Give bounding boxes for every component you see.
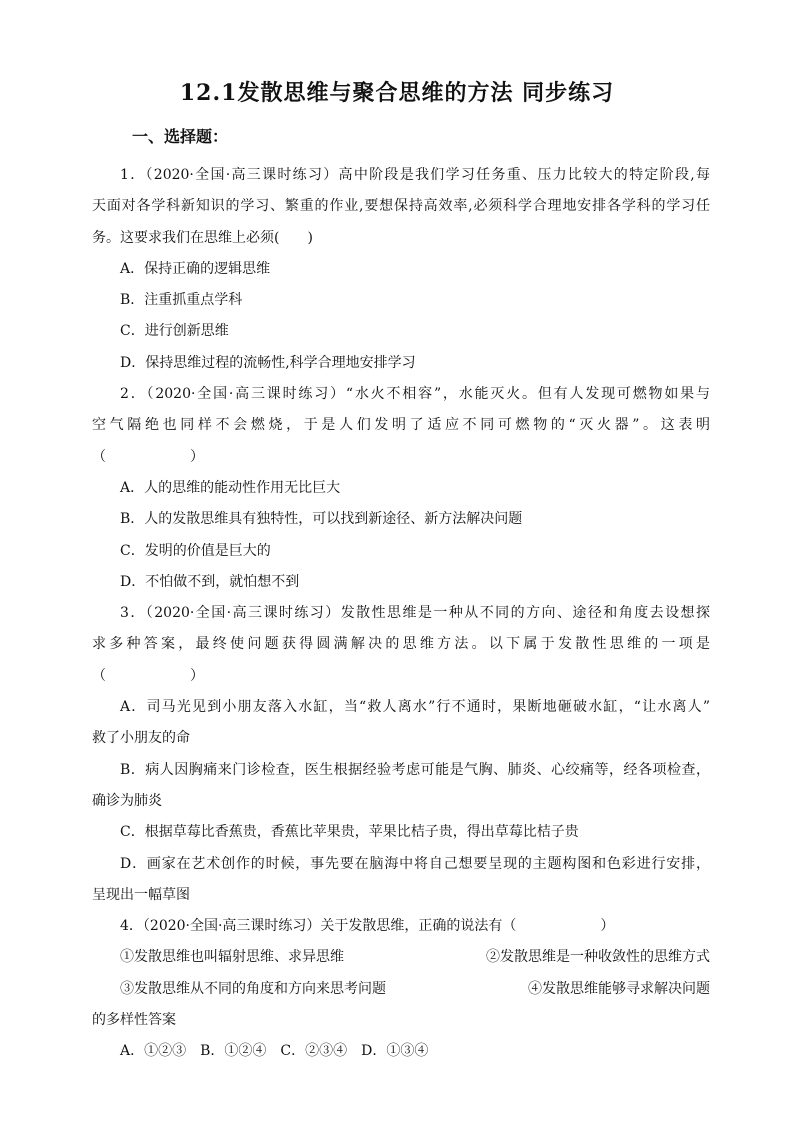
q2-option-b: B．人的发散思维具有独特性，可以找到新途径、新方法解决问题 bbox=[120, 511, 523, 528]
q4-statements-row-2 bbox=[92, 974, 710, 1005]
q2-option-d: D．不怕做不到，就怕想不到 bbox=[120, 573, 300, 590]
q2-option-a: A．人的思维的能动性作用无比巨大 bbox=[120, 479, 341, 496]
q4-stem: 4．（2020·全国·高三课时练习）关于发散思维，正确的说法有（ ） bbox=[120, 918, 615, 935]
q3-option-d-line-1: D．画家在艺术创作的时候，事先要在脑海中将自己想要呈现的主题构图和色彩进行安排， bbox=[120, 855, 710, 872]
page-title: 12.1发散思维与聚合思维的方法 同步练习 bbox=[179, 80, 615, 106]
q1-stem-line-3: 务。这要求我们在思维上必须( ) bbox=[92, 229, 313, 246]
q4-statement-4: ④发散思维能够寻求解决问题 bbox=[528, 980, 710, 997]
q3-option-b-line-2: 确诊为肺炎 bbox=[92, 792, 162, 809]
q2-option-c: C．发明的价值是巨大的 bbox=[120, 542, 271, 559]
q4-statement-2: ②发散思维是一种收敛性的思维方式 bbox=[486, 949, 710, 966]
q4-options: A．①②③ B．①②④ C．②③④ D．①③④ bbox=[120, 1043, 429, 1060]
q2-stem-line-1: 2．（2020·全国·高三课时练习）“水火不相容”，水能灭火。但有人发现可燃物如果与 bbox=[120, 386, 710, 403]
q1-option-a: A．保持正确的逻辑思维 bbox=[120, 260, 271, 277]
q4-statement-3: ③发散思维从不同的角度和方向来思考问题 bbox=[120, 980, 386, 997]
q3-stem-line-1: 3．（2020·全国·高三课时练习）发散性思维是一种从不同的方向、途径和角度去设想探 bbox=[120, 605, 710, 622]
q1-stem-line-2: 天面对各学科新知识的学习、繁重的作业,要想保持高效率,必须科学合理地安排各学科的学习任 bbox=[92, 198, 710, 215]
q1-stem-line-1: 1．（2020·全国·高三课时练习）高中阶段是我们学习任务重、压力比较大的特定阶段,每 bbox=[120, 167, 710, 183]
q1-option-b: B．注重抓重点学科 bbox=[120, 292, 243, 309]
q4-statement-1: ①发散思维也叫辐射思维、求异思维 bbox=[120, 949, 344, 966]
q1-option-d: D．保持思维过程的流畅性,科学合理地安排学习 bbox=[120, 354, 416, 371]
question-list bbox=[92, 160, 710, 1068]
q3-stem-line-2: 求多种答案，最终使问题获得圆满解决的思维方法。以下属于发散性思维的一项是 bbox=[92, 636, 710, 653]
section-heading: 一、选择题： bbox=[132, 127, 229, 146]
q2-stem-line-3: （ ） bbox=[92, 448, 204, 465]
q4-statement-4-cont: 的多样性答案 bbox=[92, 1012, 176, 1029]
q3-option-c: C．根据草莓比香蕉贵，香蕉比苹果贵，苹果比桔子贵，得出草莓比桔子贵 bbox=[120, 824, 579, 841]
q3-option-a-line-1: A．司马光见到小朋友落入水缸，当“救人离水”行不通时，果断地砸破水缸，“让水离人” bbox=[120, 699, 710, 716]
q3-option-b-line-1: B．病人因胸痛来门诊检查，医生根据经验考虑可能是气胸、肺炎、心绞痛等，经各项检查， bbox=[120, 761, 710, 778]
q3-option-a-line-2: 救了小朋友的命 bbox=[92, 730, 190, 747]
q3-option-d-line-2: 呈现出一幅草图 bbox=[92, 886, 190, 903]
q2-stem-line-2: 空气隔绝也同样不会燃烧，于是人们发明了适应不同可燃物的“灭火器”。这表明 bbox=[92, 417, 710, 434]
q3-stem-line-3: （ ） bbox=[92, 667, 204, 684]
q1-option-c: C．进行创新思维 bbox=[120, 323, 229, 340]
q4-statements-row-1 bbox=[92, 942, 710, 973]
